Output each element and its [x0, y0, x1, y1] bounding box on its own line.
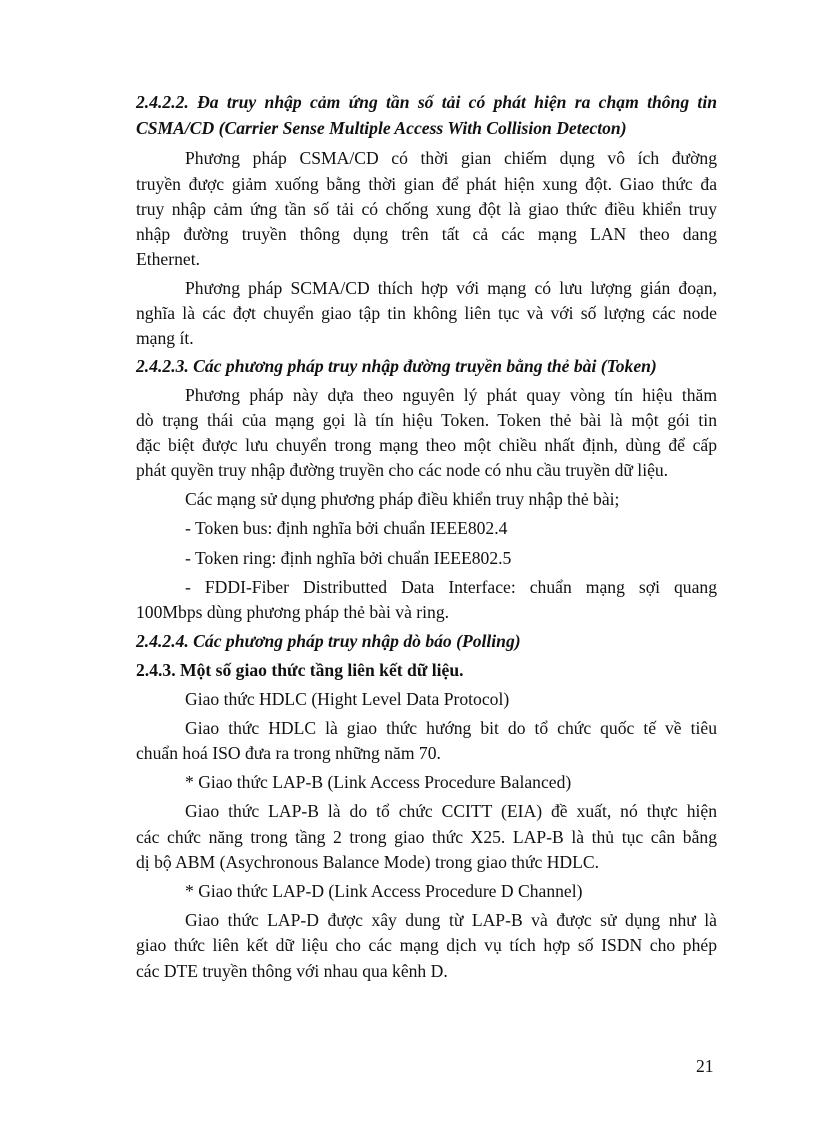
paragraph-line: * Giao thức LAP-B (Link Access Procedure Balanced) [185, 772, 572, 792]
paragraph-line: chuẩn hoá ISO đưa ra trong những năm 70. [136, 743, 441, 763]
paragraph-line: đặc biệt được lưu chuyển trong mạng theo một chiều nhất định, dùng để cấp [136, 435, 717, 455]
section-heading-2-4-2-3: 2.4.2.3. Các phương pháp truy nhập đường truyền bằng thẻ bài (Token) [136, 356, 657, 376]
section-heading-2-4-3: 2.4.3. Một số giao thức tầng liên kết dữ liệu. [136, 660, 464, 680]
paragraph-line: Các mạng sử dụng phương pháp điều khiển truy nhập thẻ bài; [185, 489, 620, 509]
paragraph-line: các DTE truyền thông với nhau qua kênh D. [136, 961, 448, 981]
paragraph-line: Phương pháp SCMA/CD thích hợp với mạng có lưu lượng gián đoạn, [185, 278, 717, 298]
list-item-continuation: 100Mbps dùng phương pháp thẻ bài và ring. [136, 602, 450, 622]
paragraph-line: mạng ít. [136, 328, 194, 348]
paragraph-line: giao thức liên kết dữ liệu cho các mạng dịch vụ tích hợp số ISDN cho phép [136, 935, 717, 955]
paragraph-line: Giao thức HDLC là giao thức hướng bit do tổ chức quốc tế về tiêu [185, 718, 717, 738]
page-number: 21 [696, 1056, 714, 1076]
paragraph-line: Phương pháp này dựa theo nguyên lý phát quay vòng tín hiệu thăm [185, 385, 717, 405]
section-heading-2-4-2-2-line2: CSMA/CD (Carrier Sense Multiple Access With Collision Detecton) [136, 118, 627, 138]
paragraph-line: Phương pháp CSMA/CD có thời gian chiếm dụng vô ích đường [185, 148, 717, 168]
section-heading-2-4-2-2-line1: 2.4.2.2. Đa truy nhập cảm ứng tần số tải có phát hiện ra chạm thông tin [136, 92, 717, 112]
paragraph-line: nhập đường truyền thông dụng trên tất cả các mạng LAN theo dang [136, 224, 717, 244]
paragraph-line: Ethernet. [136, 249, 200, 269]
paragraph-line: Giao thức LAP-B là do tổ chức CCITT (EIA) đề xuất, nó thực hiện [185, 801, 717, 821]
list-item: - Token ring: định nghĩa bởi chuẩn IEEE802.5 [185, 548, 512, 568]
paragraph-line: nghĩa là các đợt chuyển giao tập tin không liên tục và với số lượng các node [136, 303, 717, 323]
paragraph-line: phát quyền truy nhập đường truyền cho các node có nhu cầu truyền dữ liệu. [136, 460, 669, 480]
paragraph-line: dò trạng thái của mạng gọi là tín hiệu Token. Token thẻ bài là một gói tin [136, 410, 717, 430]
paragraph-line: dị bộ ABM (Asychronous Balance Mode) trong giao thức HDLC. [136, 852, 599, 872]
paragraph-line: * Giao thức LAP-D (Link Access Procedure D Channel) [185, 881, 583, 901]
list-item: - Token bus: định nghĩa bởi chuẩn IEEE802.4 [185, 518, 508, 538]
paragraph-line: Giao thức LAP-D được xây dung từ LAP-B và được sử dụng như là [185, 910, 717, 930]
paragraph-line: các chức năng trong tầng 2 trong giao thức X25. LAP-B là thủ tục cân bằng [136, 827, 717, 847]
paragraph-line: truy nhập cảm ứng tần số tải có chống xung đột là giao thức điều khiển truy [136, 199, 717, 219]
list-item: - FDDI-Fiber Distributted Data Interface: chuẩn mạng sợi quang [185, 577, 717, 597]
paragraph-line: Giao thức HDLC (Hight Level Data Protocol) [185, 689, 510, 709]
paragraph-line: truyền được giảm xuống bằng thời gian để phát hiện xung đột. Giao thức đa [136, 174, 717, 194]
section-heading-2-4-2-4: 2.4.2.4. Các phương pháp truy nhập dò báo (Polling) [136, 631, 521, 651]
